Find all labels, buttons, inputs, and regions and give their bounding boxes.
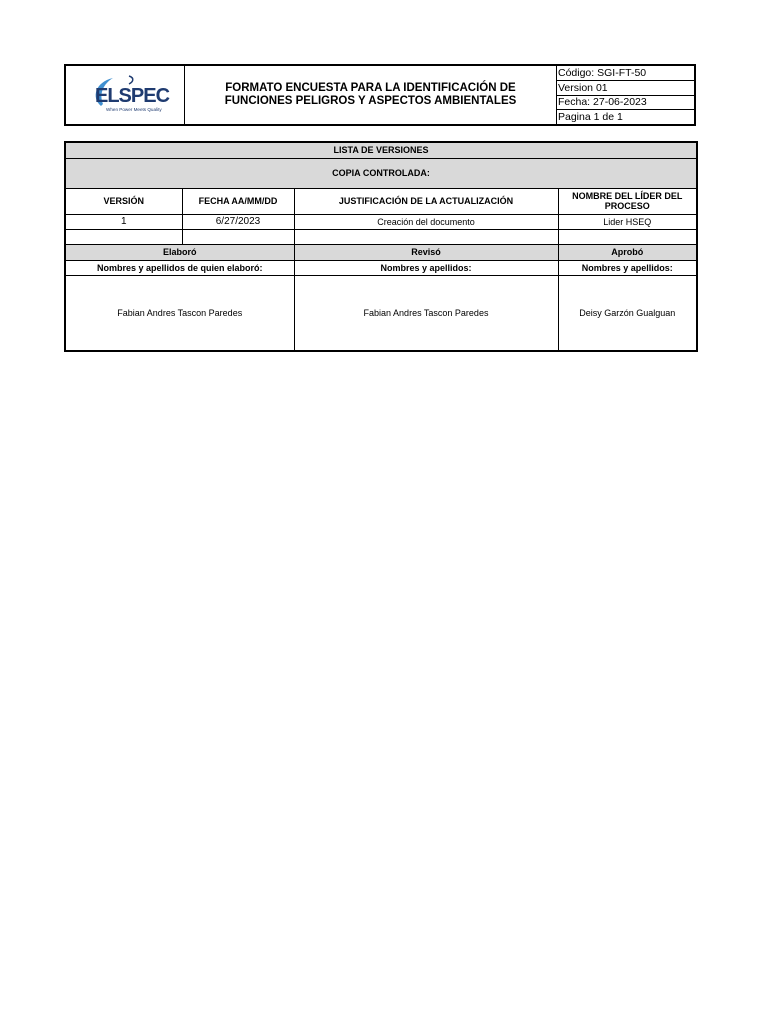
columns-header-row	[65, 188, 697, 214]
reviso-name: Fabian Andres Tascon Paredes	[294, 275, 558, 351]
section-title: LISTA DE VERSIONES	[65, 142, 697, 158]
col-justificacion: JUSTIFICACIÓN DE LA ACTUALIZACIÓN	[294, 188, 558, 214]
approvals-names-row	[65, 275, 697, 351]
document-meta	[557, 66, 694, 124]
meta-codigo: Código: SGI-FT-50	[557, 66, 694, 81]
reviso-label: Revisó	[294, 244, 558, 260]
copia-controlada-label: COPIA CONTROLADA:	[65, 158, 697, 188]
approvals-header-row	[65, 244, 697, 260]
col-version: VERSIÓN	[65, 188, 182, 214]
approvals-subheader-row	[65, 260, 697, 275]
col-fecha: FECHA AA/MM/DD	[182, 188, 294, 214]
meta-pagina: Pagina 1 de 1	[558, 111, 623, 124]
copia-row	[65, 158, 697, 188]
elaboro-label: Elaboró	[65, 244, 294, 260]
aprobo-label: Aprobó	[558, 244, 697, 260]
document-header	[64, 64, 696, 126]
document-title	[185, 66, 557, 124]
versions-table	[64, 141, 698, 352]
title-line-2: FUNCIONES PELIGROS Y ASPECTOS AMBIENTALES	[224, 95, 517, 107]
reviso-sub: Nombres y apellidos:	[294, 260, 558, 275]
table-row	[65, 229, 697, 244]
meta-fecha: Fecha: 27-06-2023	[557, 96, 694, 111]
aprobo-name: Deisy Garzón Gualguan	[558, 275, 697, 351]
logo-cell	[66, 66, 185, 124]
cell-fecha	[182, 229, 294, 244]
cell-justificacion	[294, 229, 558, 244]
cell-fecha: 6/27/2023	[182, 214, 294, 229]
col-nombre-lider: NOMBRE DEL LÍDER DEL PROCESO	[558, 188, 697, 214]
cell-nombre-lider: Lider HSEQ	[558, 214, 697, 229]
cell-version: 1	[65, 214, 182, 229]
elaboro-sub: Nombres y apellidos de quien elaboró:	[65, 260, 294, 275]
logo-tagline: When Power Meets Quality	[106, 107, 162, 112]
elaboro-name: Fabian Andres Tascon Paredes	[65, 275, 294, 351]
logo-brand: ELSPEC	[95, 85, 170, 107]
section-title-row	[65, 142, 697, 158]
elspec-logo	[89, 72, 170, 118]
cell-nombre-lider	[558, 229, 697, 244]
meta-version: Version 01	[557, 81, 694, 96]
cell-justificacion: Creación del documento	[294, 214, 558, 229]
aprobo-sub: Nombres y apellidos:	[558, 260, 697, 275]
cell-version	[65, 229, 182, 244]
title-line-1: FORMATO ENCUESTA PARA LA IDENTIFICACIÓN DE	[225, 82, 516, 94]
table-row	[65, 214, 697, 229]
